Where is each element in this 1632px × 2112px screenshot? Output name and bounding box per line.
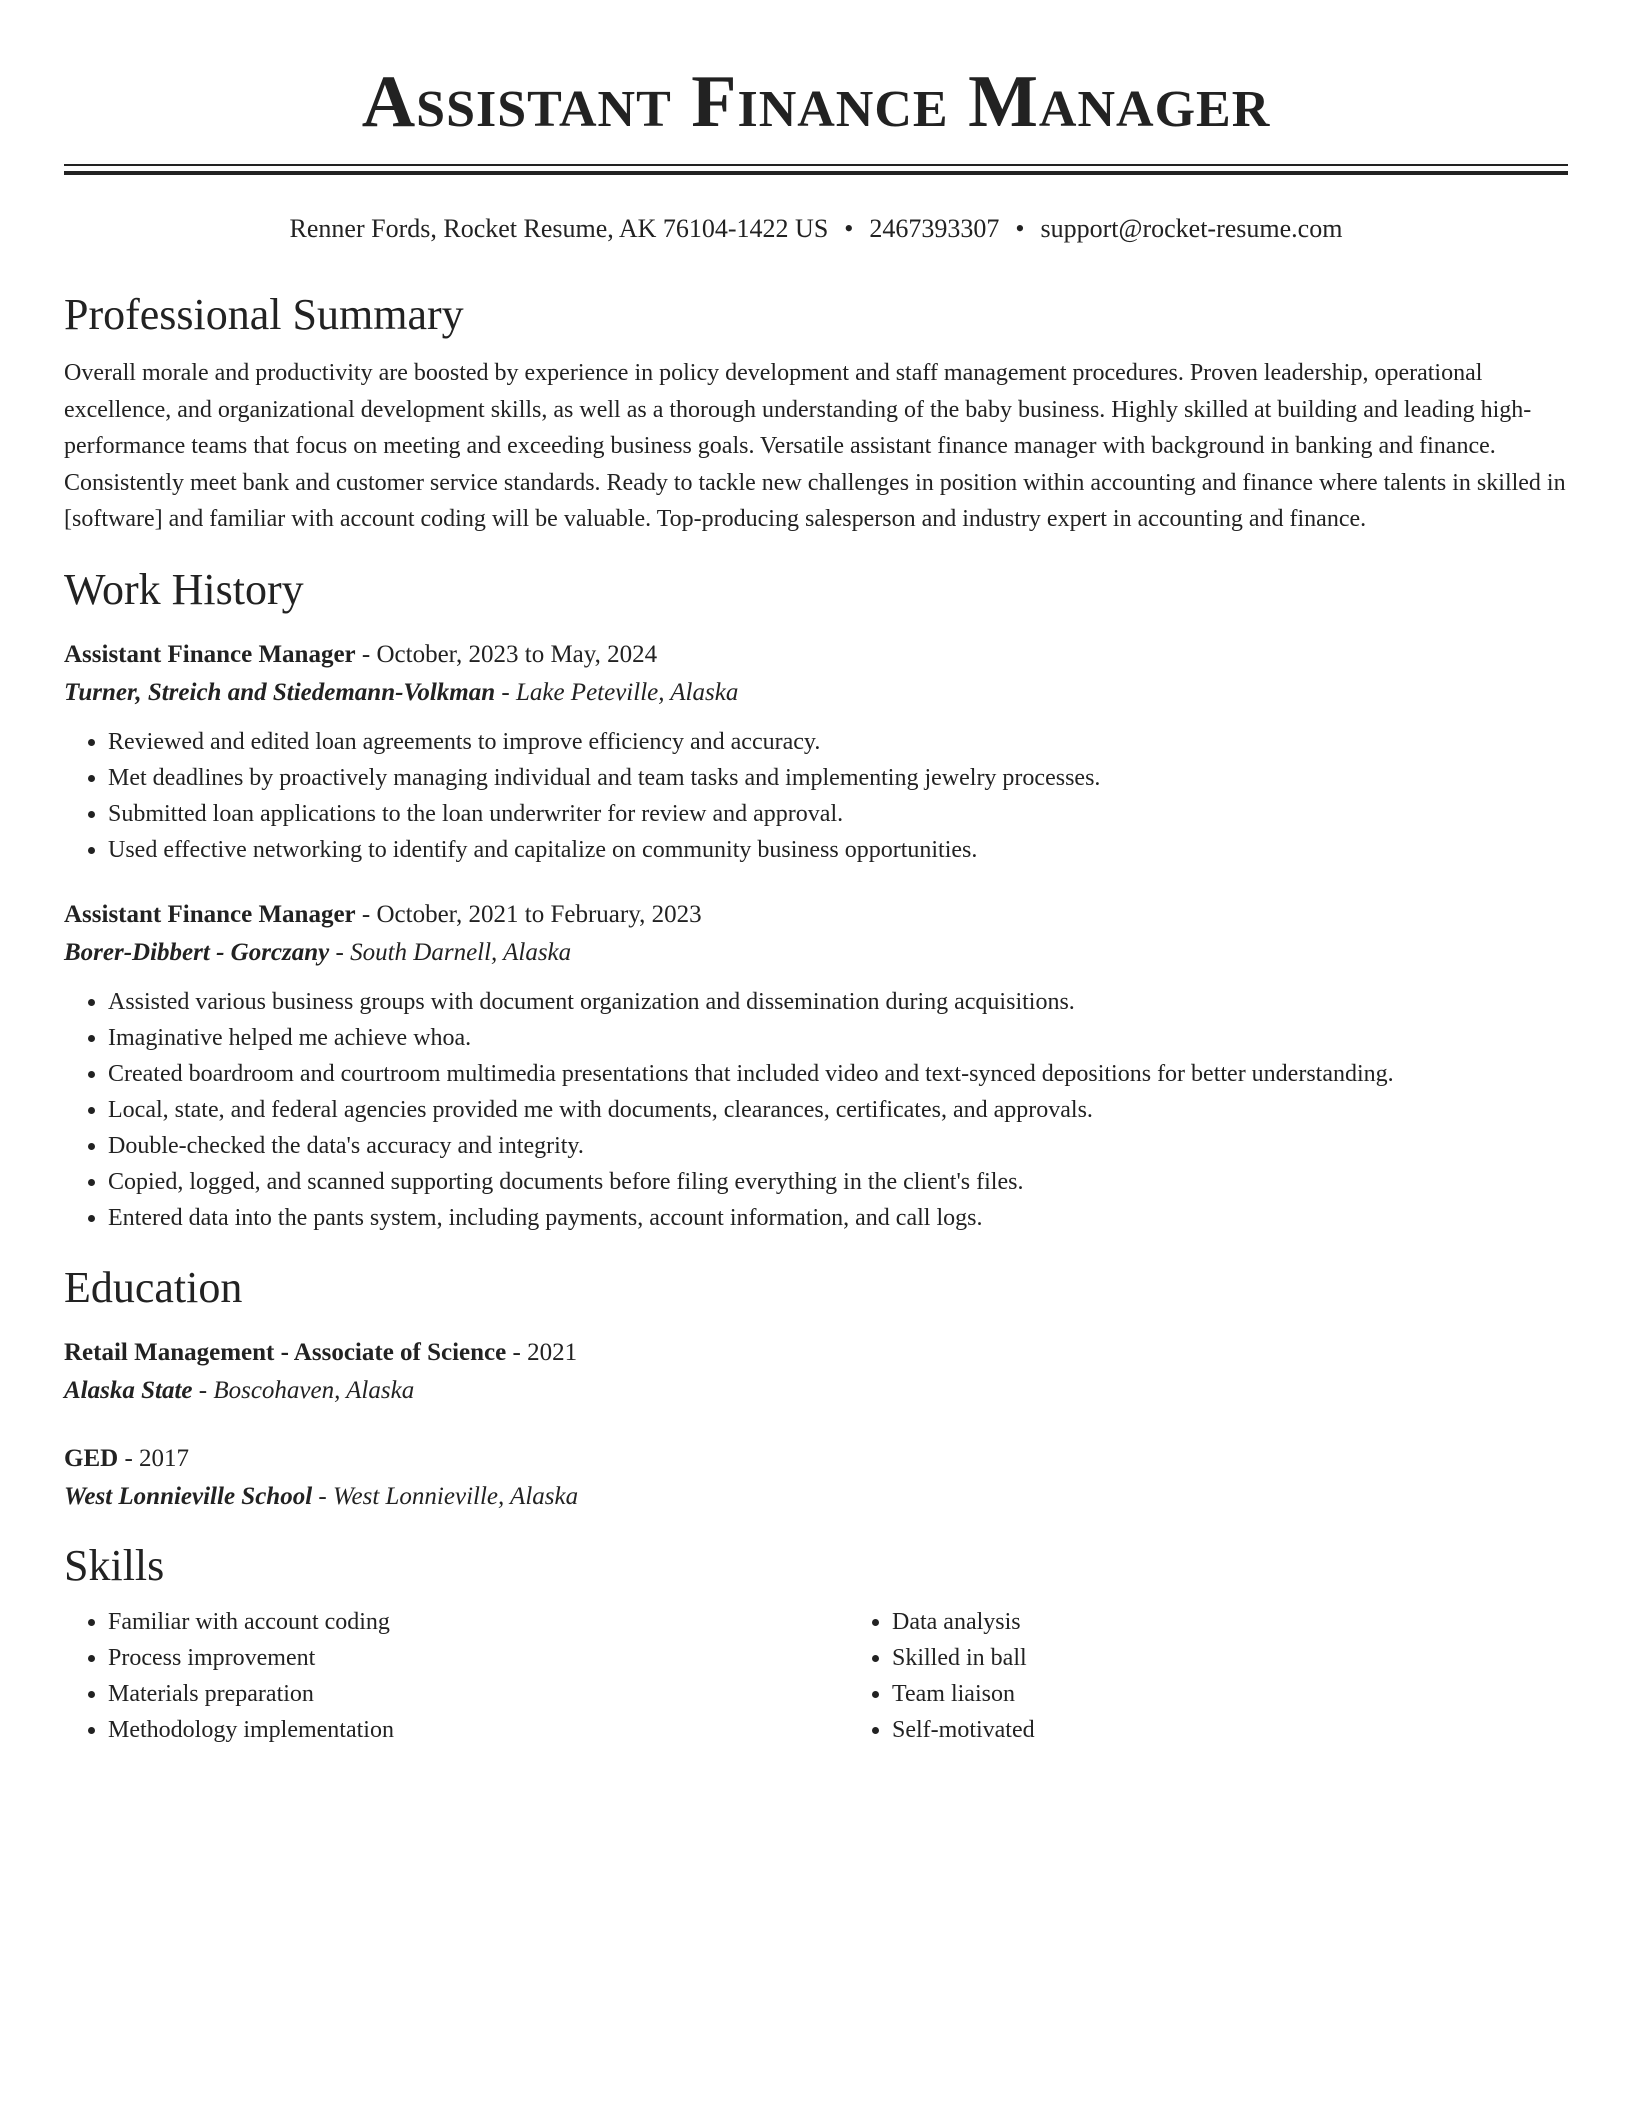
- job-company: Borer-Dibbert - Gorczany: [64, 938, 330, 966]
- education-location: - West Lonnieville, Alaska: [312, 1482, 579, 1510]
- job-bullet: • Created boardroom and courtroom multimedia presentations that included video and text-synced depositions for better understanding.: [108, 1056, 1568, 1092]
- contact-separator: •: [844, 214, 854, 243]
- skill-item: • Skilled in ball: [892, 1640, 1035, 1676]
- header-divider-thick: [64, 171, 1568, 175]
- resume-name-title: Assistant Finance Manager: [361, 61, 1271, 143]
- skill-item: • Materials preparation: [108, 1676, 848, 1712]
- contact-separator: •: [1015, 214, 1025, 243]
- job-company: Turner, Streich and Stiedemann-Volkman: [64, 678, 496, 706]
- skill-item: • Data analysis: [892, 1604, 1035, 1640]
- contact-line: [64, 213, 1568, 245]
- skills-columns: [64, 1604, 1568, 1748]
- job-entry: [64, 636, 1568, 868]
- job-location: - Lake Peteville, Alaska: [495, 678, 739, 706]
- section-heading-work-history: Work History: [64, 564, 304, 614]
- job-bullet: • Met deadlines by proactively managing individual and team tasks and implementing jewelry processes.: [108, 760, 1568, 796]
- education-location: - Boscohaven, Alaska: [192, 1376, 415, 1404]
- job-bullet: • Assisted various business groups with document organization and dissemination during acquisitions.: [108, 984, 1568, 1020]
- contact-address: Renner Fords, Rocket Resume, AK 76104-1422 US: [289, 214, 829, 243]
- education-school: West Lonnieville School: [64, 1482, 313, 1510]
- skill-item: • Familiar with account coding: [108, 1604, 848, 1640]
- education-degree-line: [64, 1440, 1568, 1478]
- job-dates: - October, 2021 to February, 2023: [355, 900, 702, 928]
- education-school: Alaska State: [64, 1376, 193, 1404]
- education-year: - 2021: [506, 1338, 578, 1366]
- job-company-line: [64, 934, 1568, 972]
- education-degree: GED: [64, 1444, 119, 1472]
- job-title: Assistant Finance Manager: [64, 900, 356, 928]
- job-role-line: [64, 896, 1568, 934]
- skills-list-left: [64, 1604, 848, 1748]
- section-heading-education: Education: [64, 1262, 243, 1312]
- education-degree-line: [64, 1334, 1568, 1372]
- job-bullet: • Used effective networking to identify and capitalize on community business opportunities.: [108, 832, 1568, 868]
- education-entry: [64, 1334, 1568, 1410]
- skills-list-right: [848, 1604, 1035, 1748]
- job-dates: - October, 2023 to May, 2024: [355, 640, 658, 668]
- job-bullet: • Entered data into the pants system, including payments, account information, and call logs.: [108, 1200, 1568, 1236]
- job-bullet: • Submitted loan applications to the loan underwriter for review and approval.: [108, 796, 1568, 832]
- job-bullet: • Double-checked the data's accuracy and integrity.: [108, 1128, 1568, 1164]
- skill-item: • Team liaison: [892, 1676, 1035, 1712]
- skill-item: • Process improvement: [108, 1640, 848, 1676]
- contact-phone: 2467393307: [869, 214, 1000, 243]
- summary-paragraph: Overall morale and productivity are boosted by experience in policy development and staff management procedures. Proven leadership, operational excellence, and organizational development skills, as well as a thorough understanding of the baby business. Highly skilled at building and leading high-performance teams that focus on meeting and exceeding business goals. Versatile assistant finance manager with background in banking and finance. Consistently meet bank and customer service standards. Ready to tackle new challenges in position within accounting and finance where talents in skilled in [software] and familiar with account coding will be valuable. Top-producing salesperson and industry expert in accounting and finance.: [64, 360, 1566, 532]
- section-heading-summary: Professional Summary: [64, 290, 464, 339]
- job-bullet-list: [64, 724, 1568, 868]
- job-company-line: [64, 674, 1568, 712]
- contact-email: support@rocket-resume.com: [1040, 214, 1343, 243]
- job-bullet: • Copied, logged, and scanned supporting documents before filing everything in the client's files.: [108, 1164, 1568, 1200]
- skill-item: • Self-motivated: [892, 1712, 1035, 1748]
- job-role-line: [64, 636, 1568, 674]
- job-bullet: • Reviewed and edited loan agreements to improve efficiency and accuracy.: [108, 724, 1568, 760]
- job-entry: [64, 896, 1568, 1236]
- skill-item: • Methodology implementation: [108, 1712, 848, 1748]
- education-school-line: [64, 1478, 1568, 1516]
- education-degree: Retail Management - Associate of Science: [64, 1338, 507, 1366]
- section-heading-skills: Skills: [64, 1540, 165, 1590]
- education-year: - 2017: [118, 1444, 190, 1472]
- job-bullet-list: [64, 984, 1568, 1236]
- job-bullet: • Imaginative helped me achieve whoa.: [108, 1020, 1568, 1056]
- job-title: Assistant Finance Manager: [64, 640, 356, 668]
- header-divider-thin: [64, 164, 1568, 166]
- job-bullet: • Local, state, and federal agencies provided me with documents, clearances, certificates, and approvals.: [108, 1092, 1568, 1128]
- education-entry: [64, 1440, 1568, 1516]
- education-school-line: [64, 1372, 1568, 1410]
- job-location: - South Darnell, Alaska: [329, 938, 572, 966]
